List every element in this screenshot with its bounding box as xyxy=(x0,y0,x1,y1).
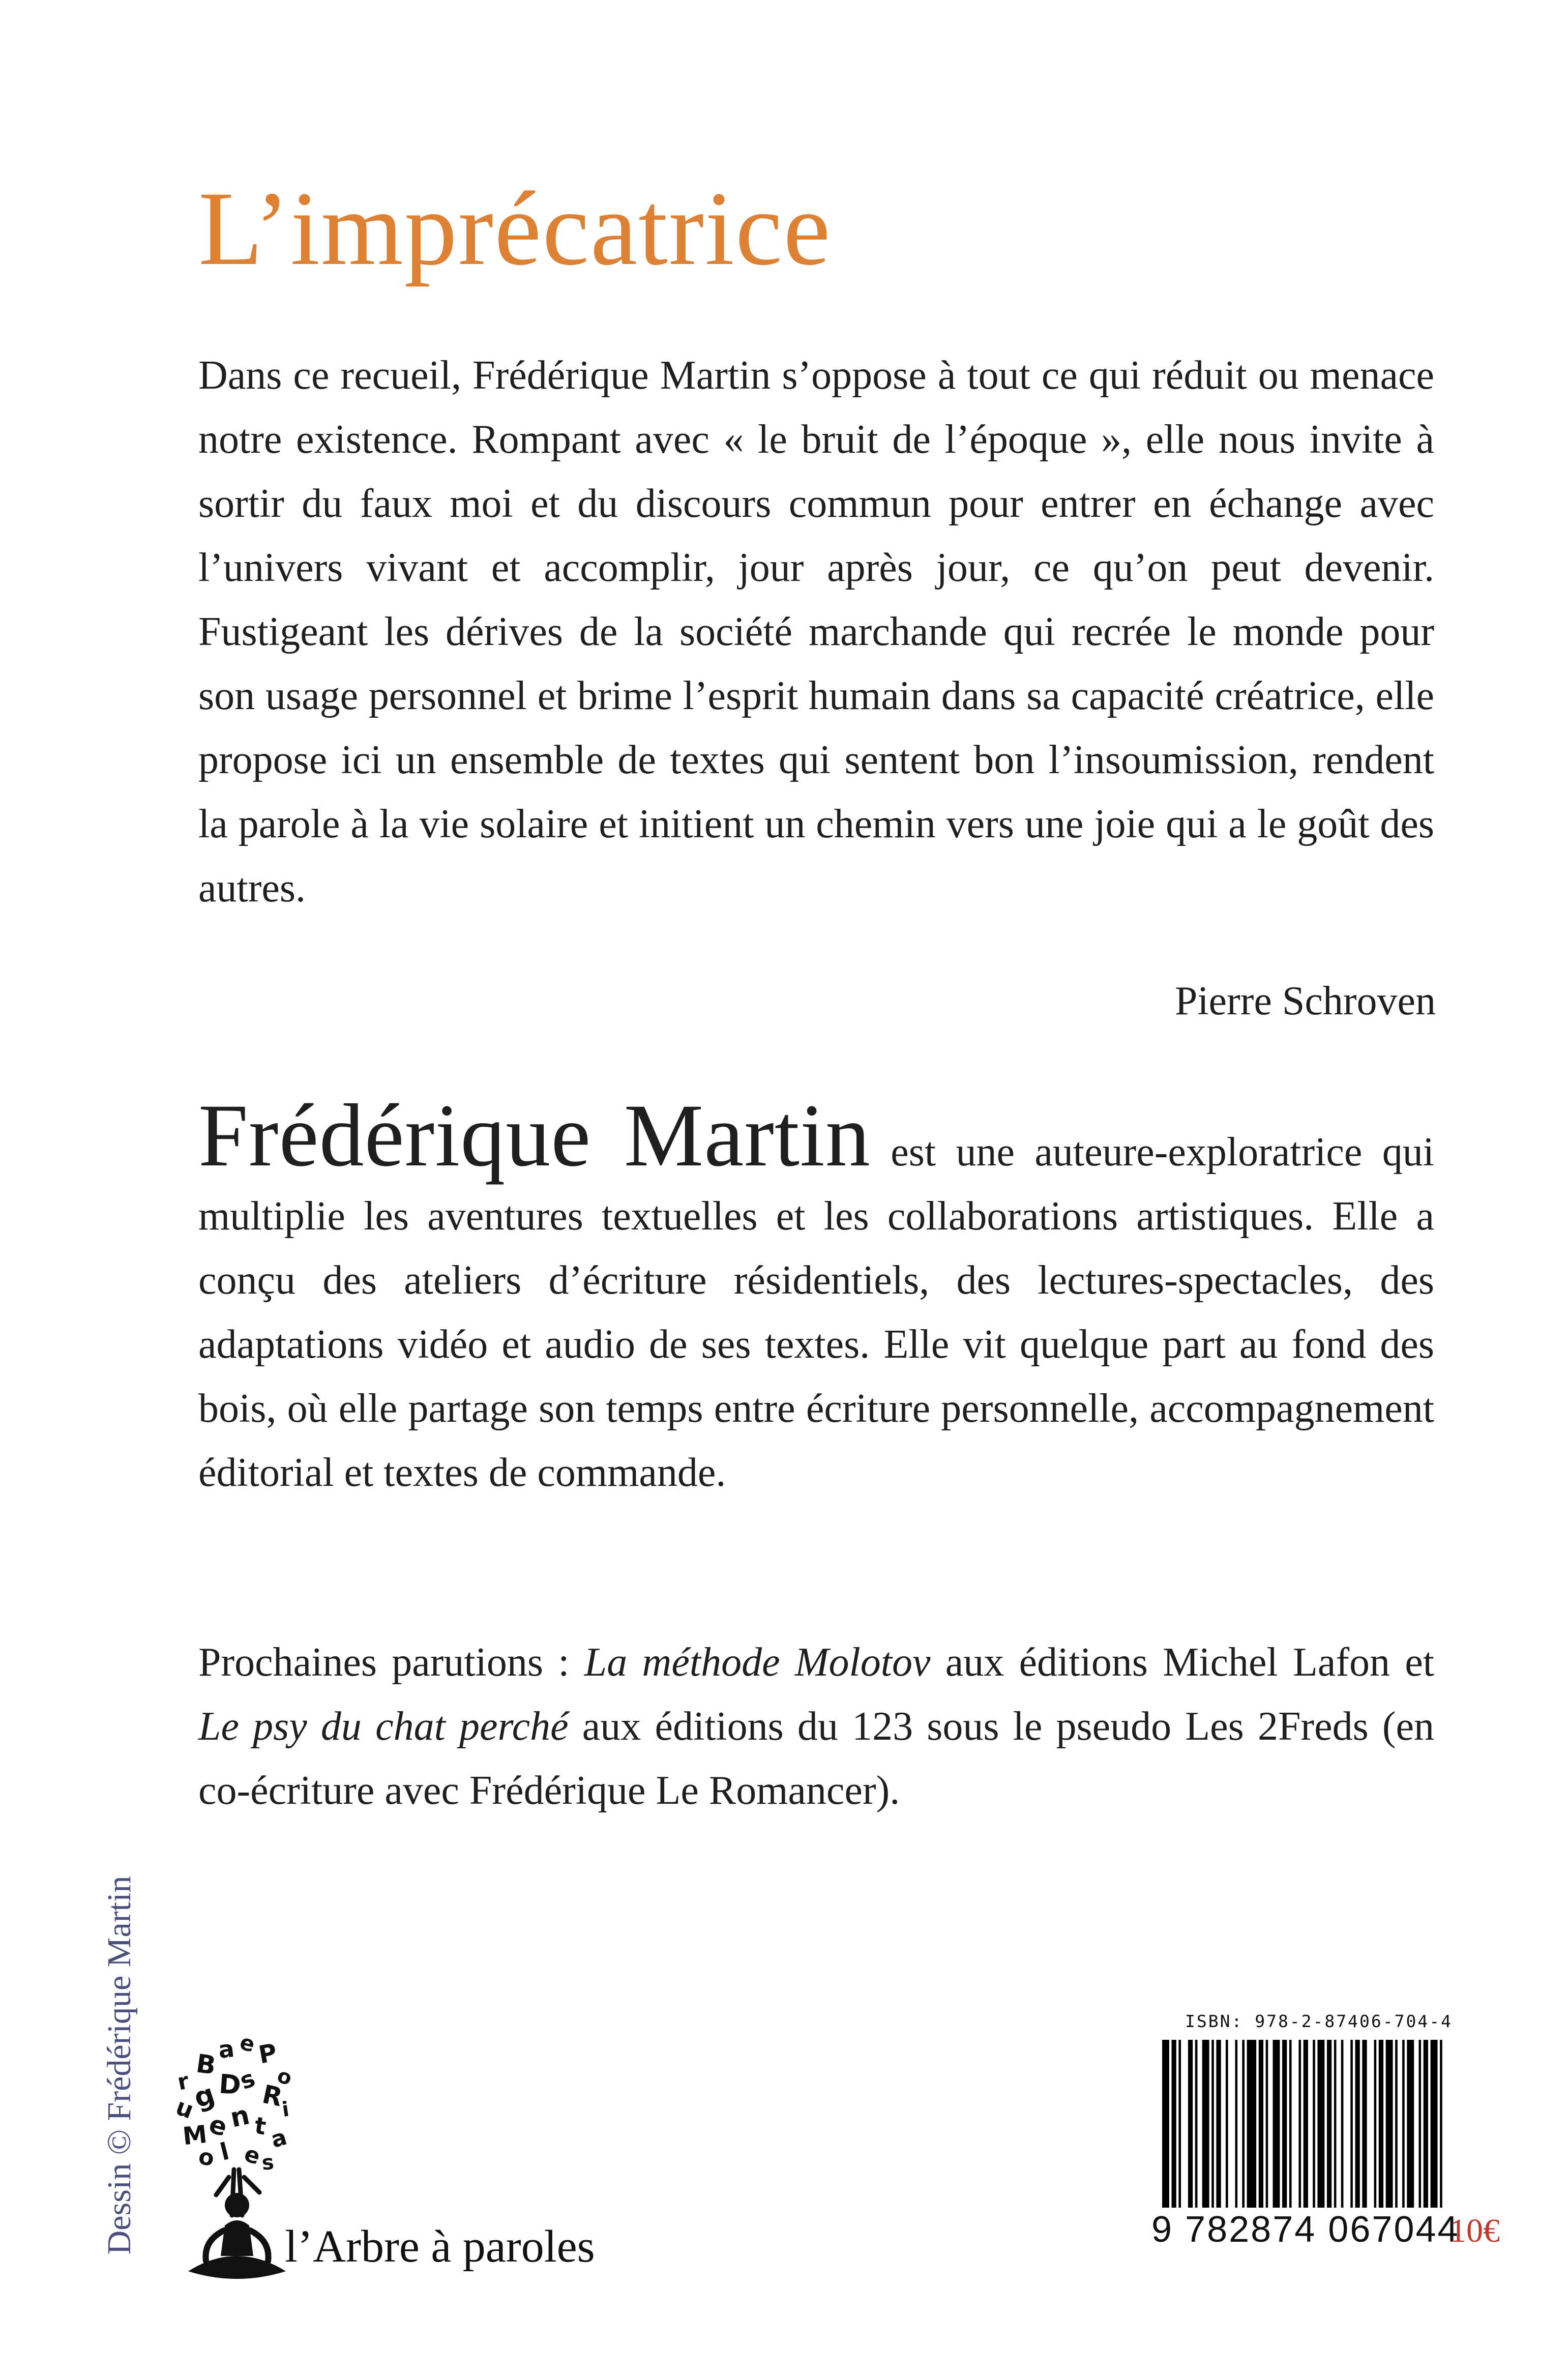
svg-text:D: D xyxy=(218,2069,242,2101)
publisher-name: l’Arbre à paroles xyxy=(285,2221,595,2272)
barcode-bar xyxy=(1418,2040,1421,2208)
barcode-bar xyxy=(1395,2040,1398,2208)
barcode-bar xyxy=(1431,2040,1438,2208)
barcode-bar xyxy=(1282,2040,1287,2208)
barcode-bar xyxy=(1440,2040,1442,2208)
barcode-bar xyxy=(1327,2040,1332,2208)
book-title: L’imprécatrice xyxy=(198,170,832,287)
barcode-bar xyxy=(1195,2040,1198,2208)
svg-text:M: M xyxy=(181,2120,209,2151)
svg-text:g: g xyxy=(190,2077,219,2115)
barcode-digits: 9 782874 067044 xyxy=(1151,2209,1460,2250)
barcode-bar xyxy=(1188,2040,1193,2208)
barcode-bar xyxy=(1266,2040,1268,2208)
svg-text:r: r xyxy=(175,2068,192,2096)
barcode-bar xyxy=(1247,2040,1257,2208)
barcode-bar xyxy=(1235,2040,1237,2208)
upcoming-suffix: aux éditions du 123 sous le pseudo Les 2Freds (en co-écriture avec Frédérique Le Romancer). xyxy=(198,1704,1435,1813)
svg-text:t: t xyxy=(253,2111,268,2141)
summary-text: Dans ce recueil, Frédérique Martin s’oppose à tout ce qui réduit ou menace notre existence. Rompant avec « le bruit de l’époque », elle nous invite à sortir du faux moi et du discours commun pour entrer en échange avec l’univers vivant et accomplir, jour après jour, ce qu’on peut devenir. Fustigeant les dérives de la société marchande qui recrée le monde pour son usage personnel et brime l’esprit humain dans sa capacité créatrice, elle propose ici un ensemble de textes qui sentent bon l’insoumission, rendent la parole à la vie solaire et initient un chemin vers une joie qui a le goût des autres. xyxy=(198,353,1434,911)
barcode-bar xyxy=(1172,2040,1176,2208)
barcode-bar xyxy=(1211,2040,1214,2208)
barcode-bar xyxy=(1259,2040,1263,2208)
barcode-bar xyxy=(1178,2040,1181,2208)
barcode-bar xyxy=(1386,2040,1393,2208)
svg-text:o: o xyxy=(196,2143,217,2172)
svg-text:o: o xyxy=(274,2064,295,2091)
upcoming-prefix: Prochaines parutions : xyxy=(198,1640,584,1685)
svg-text:n: n xyxy=(227,2100,253,2134)
upcoming-book-title-2: Le psy du chat perché xyxy=(198,1704,569,1749)
author-bio xyxy=(198,1086,1435,1505)
barcode-bar xyxy=(1424,2040,1428,2208)
barcode-bar xyxy=(1374,2040,1377,2208)
barcode-icon xyxy=(1162,2040,1447,2208)
barcode-bar xyxy=(1402,2040,1405,2208)
svg-text:e: e xyxy=(237,2029,258,2058)
barcode-bar xyxy=(1289,2040,1292,2208)
barcode-bar xyxy=(1298,2040,1301,2208)
isbn-label: ISBN: 978-2-87406-704-4 xyxy=(1185,2011,1453,2031)
barcode-bar xyxy=(1273,2040,1280,2208)
upcoming-book-title-1: La méthode Molotov xyxy=(584,1640,931,1685)
barcode-bar xyxy=(1334,2040,1337,2208)
svg-text:i: i xyxy=(280,2097,291,2122)
barcode-bar xyxy=(1317,2040,1324,2208)
barcode-bar xyxy=(1355,2040,1360,2208)
author-bio-text: est une auteure-exploratrice qui multiplie les aventures textuelles et les collaborations artistiques. Elle a conçu des ateliers d’écriture résidentiels, des lectures-spectacles, des adaptations vidéo et audio de ses textes. Elle vit quelque part au fond des bois, où elle partage son temps entre écriture personnelle, accompagnement éditorial et textes de commande. xyxy=(198,1130,1435,1495)
barcode-bar xyxy=(1202,2040,1209,2208)
barcode-bar xyxy=(1350,2040,1353,2208)
barcode-bar xyxy=(1304,2040,1308,2208)
price-label: 10€ xyxy=(1449,2212,1500,2249)
barcode-bar xyxy=(1341,2040,1344,2208)
cover-credit-container xyxy=(92,1816,147,2314)
svg-text:B: B xyxy=(194,2048,218,2081)
upcoming-middle: aux éditions Michel Lafon et xyxy=(930,1640,1434,1685)
upcoming-publications xyxy=(198,1630,1434,1823)
svg-text:s: s xyxy=(261,2151,275,2175)
svg-text:P: P xyxy=(256,2038,279,2070)
summary-paragraph xyxy=(198,343,1434,920)
barcode-bar xyxy=(1379,2040,1383,2208)
barcode-bar xyxy=(1407,2040,1414,2208)
svg-text:l: l xyxy=(217,2137,232,2166)
svg-text:a: a xyxy=(268,2124,290,2153)
barcode-bar xyxy=(1216,2040,1221,2208)
cover-credit: Dessin © Frédérique Martin xyxy=(101,1875,138,2255)
svg-text:s: s xyxy=(236,2064,259,2095)
author-name: Frédérique Martin xyxy=(198,1086,871,1185)
barcode-bar xyxy=(1362,2040,1367,2208)
svg-text:a: a xyxy=(217,2034,236,2064)
summary-attribution: Pierre Schroven xyxy=(1174,979,1436,1023)
barcode-bar xyxy=(1313,2040,1315,2208)
barcode-bar xyxy=(1226,2040,1228,2208)
barcode-bar xyxy=(1242,2040,1245,2208)
svg-text:e: e xyxy=(205,2109,231,2143)
svg-text:u: u xyxy=(172,2092,197,2124)
svg-text:e: e xyxy=(241,2141,264,2171)
svg-text:R: R xyxy=(259,2079,285,2113)
barcode-bar xyxy=(1162,2040,1169,2208)
